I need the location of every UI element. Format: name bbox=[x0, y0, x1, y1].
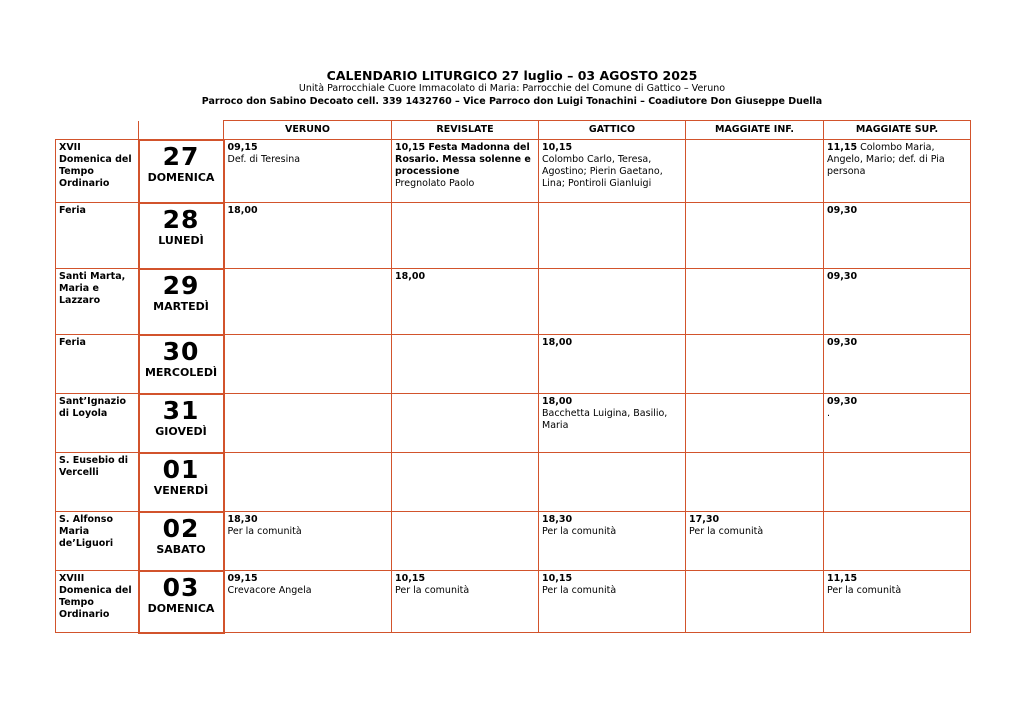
mass-cell bbox=[224, 453, 392, 512]
mass-time: 09,30 bbox=[827, 337, 858, 348]
mass-cell bbox=[224, 571, 392, 633]
column-header-revislate: REVISLATE bbox=[392, 121, 539, 140]
mass-cell bbox=[224, 394, 392, 453]
day-number: 30 bbox=[162, 336, 200, 366]
column-header-maggiate-inf: MAGGIATE INF. bbox=[686, 121, 824, 140]
mass-cell bbox=[686, 335, 824, 394]
mass-intention: Colombo Maria, Angelo, Mario; def. di Pia persona bbox=[827, 142, 945, 177]
day-name: LUNEDÌ bbox=[158, 233, 204, 247]
liturgical-calendar-table bbox=[55, 120, 971, 634]
mass-cell bbox=[824, 512, 971, 571]
day-name: DOMENICA bbox=[147, 170, 215, 184]
day-cell bbox=[139, 453, 224, 512]
mass-cell bbox=[824, 453, 971, 512]
mass-cell bbox=[686, 140, 824, 203]
mass-intention: Bacchetta Luigina, Basilio, Maria bbox=[542, 408, 668, 431]
mass-cell bbox=[686, 512, 824, 571]
document-header bbox=[0, 68, 1024, 108]
mass-cell bbox=[539, 453, 686, 512]
mass-cell bbox=[686, 394, 824, 453]
mass-cell bbox=[392, 203, 539, 269]
mass-time: 18,00 bbox=[395, 271, 426, 282]
day-number: 02 bbox=[162, 513, 200, 543]
mass-cell bbox=[824, 394, 971, 453]
mass-cell bbox=[224, 335, 392, 394]
mass-intention: Per la comunità bbox=[542, 526, 617, 537]
day-name: GIOVEDÌ bbox=[155, 424, 207, 438]
mass-intention: Per la comunità bbox=[827, 585, 902, 596]
table-row bbox=[56, 453, 971, 512]
mass-intention: Per la comunità bbox=[227, 526, 302, 537]
mass-cell bbox=[824, 269, 971, 335]
day-cell bbox=[139, 269, 224, 335]
mass-time: 10,15 bbox=[395, 573, 426, 584]
mass-time: 18,00 bbox=[227, 205, 258, 216]
mass-cell bbox=[539, 394, 686, 453]
day-number: 01 bbox=[162, 454, 200, 484]
mass-time: 18,30 bbox=[227, 514, 258, 525]
column-header-gattico: GATTICO bbox=[539, 121, 686, 140]
mass-cell bbox=[224, 512, 392, 571]
mass-time: 10,15 Festa Madonna del Rosario. Messa solenne e processione bbox=[395, 142, 531, 177]
feast-label: S. Eusebio di Vercelli bbox=[56, 453, 139, 512]
column-header-row bbox=[56, 121, 971, 140]
mass-cell bbox=[224, 203, 392, 269]
day-number: 31 bbox=[162, 395, 200, 425]
feast-label: Feria bbox=[56, 203, 139, 269]
mass-cell bbox=[392, 512, 539, 571]
page-title: CALENDARIO LITURGICO 27 luglio – 03 AGOSTO 2025 bbox=[326, 68, 698, 83]
table-row bbox=[56, 512, 971, 571]
mass-intention: Per la comunità bbox=[395, 585, 470, 596]
day-name: VENERDÌ bbox=[153, 483, 209, 497]
mass-intention: Pregnolato Paolo bbox=[395, 178, 475, 189]
mass-cell bbox=[686, 453, 824, 512]
feast-label: Sant’Ignazio di Loyola bbox=[56, 394, 139, 453]
day-name: SABATO bbox=[156, 542, 206, 556]
day-cell bbox=[139, 140, 224, 203]
mass-cell bbox=[392, 335, 539, 394]
day-name: DOMENICA bbox=[147, 601, 215, 615]
day-cell bbox=[139, 571, 224, 633]
day-cell bbox=[139, 512, 224, 571]
mass-time: 11,15 bbox=[827, 142, 858, 153]
feast-label: Feria bbox=[56, 335, 139, 394]
empty-header-cell bbox=[139, 121, 224, 140]
mass-intention: Crevacore Angela bbox=[227, 585, 312, 596]
table-row bbox=[56, 335, 971, 394]
mass-cell bbox=[392, 394, 539, 453]
mass-cell bbox=[224, 269, 392, 335]
mass-cell bbox=[224, 140, 392, 203]
mass-cell bbox=[539, 269, 686, 335]
mass-time: 17,30 bbox=[689, 514, 720, 525]
table-row bbox=[56, 571, 971, 633]
table-row bbox=[56, 394, 971, 453]
mass-cell bbox=[824, 140, 971, 203]
mass-cell bbox=[539, 571, 686, 633]
mass-cell bbox=[539, 512, 686, 571]
mass-time: 09,30 bbox=[827, 271, 858, 282]
mass-cell bbox=[539, 203, 686, 269]
mass-cell bbox=[824, 571, 971, 633]
mass-cell bbox=[392, 453, 539, 512]
mass-cell bbox=[824, 335, 971, 394]
mass-time: 10,15 bbox=[542, 573, 573, 584]
mass-time: 11,15 bbox=[827, 573, 858, 584]
column-header-maggiate-sup: MAGGIATE SUP. bbox=[824, 121, 971, 140]
mass-intention: Def. di Teresina bbox=[227, 154, 301, 165]
day-number: 28 bbox=[162, 204, 200, 234]
mass-time: 09,30 bbox=[827, 205, 858, 216]
mass-time: 09,30 bbox=[827, 396, 858, 407]
day-number: 27 bbox=[162, 141, 200, 171]
mass-intention: Per la comunità bbox=[542, 585, 617, 596]
day-cell bbox=[139, 203, 224, 269]
mass-intention: Colombo Carlo, Teresa, Agostino; Pierin Gaetano, Lina; Pontiroli Gianluigi bbox=[542, 154, 663, 189]
mass-intention: Per la comunità bbox=[689, 526, 764, 537]
feast-label: S. Alfonso Maria de’Liguori bbox=[56, 512, 139, 571]
day-cell bbox=[139, 394, 224, 453]
day-name: MERCOLEDÌ bbox=[144, 365, 218, 379]
mass-time: 10,15 bbox=[542, 142, 573, 153]
mass-time: 18,00 bbox=[542, 396, 573, 407]
mass-cell bbox=[824, 203, 971, 269]
table-row bbox=[56, 140, 971, 203]
feast-label: XVIII Domenica del Tempo Ordinario bbox=[56, 571, 139, 633]
table-row bbox=[56, 203, 971, 269]
column-header-veruno: VERUNO bbox=[224, 121, 392, 140]
table-row bbox=[56, 269, 971, 335]
day-cell bbox=[139, 335, 224, 394]
mass-cell bbox=[539, 140, 686, 203]
mass-time: 09,15 bbox=[227, 142, 258, 153]
mass-cell bbox=[686, 571, 824, 633]
mass-time: 18,30 bbox=[542, 514, 573, 525]
empty-header-cell bbox=[56, 121, 139, 140]
mass-cell bbox=[392, 140, 539, 203]
mass-intention: . bbox=[827, 408, 831, 419]
clergy-info: Parroco don Sabino Decoato cell. 339 1432760 – Vice Parroco don Luigi Tonachini – Coadiutore Don Giuseppe Duella bbox=[201, 96, 823, 107]
feast-label: XVII Domenica del Tempo Ordinario bbox=[56, 140, 139, 203]
mass-cell bbox=[539, 335, 686, 394]
mass-time: 18,00 bbox=[542, 337, 573, 348]
mass-cell bbox=[392, 571, 539, 633]
mass-time: 09,15 bbox=[227, 573, 258, 584]
day-number: 29 bbox=[162, 270, 200, 300]
mass-cell bbox=[686, 203, 824, 269]
mass-cell bbox=[686, 269, 824, 335]
mass-cell bbox=[392, 269, 539, 335]
day-name: MARTEDÌ bbox=[153, 299, 209, 313]
feast-label: Santi Marta, Maria e Lazzaro bbox=[56, 269, 139, 335]
day-number: 03 bbox=[162, 572, 200, 602]
parish-unit-subtitle: Unità Parrocchiale Cuore Immacolato di Maria: Parrocchie del Comune di Gattico – Veruno bbox=[298, 83, 726, 94]
